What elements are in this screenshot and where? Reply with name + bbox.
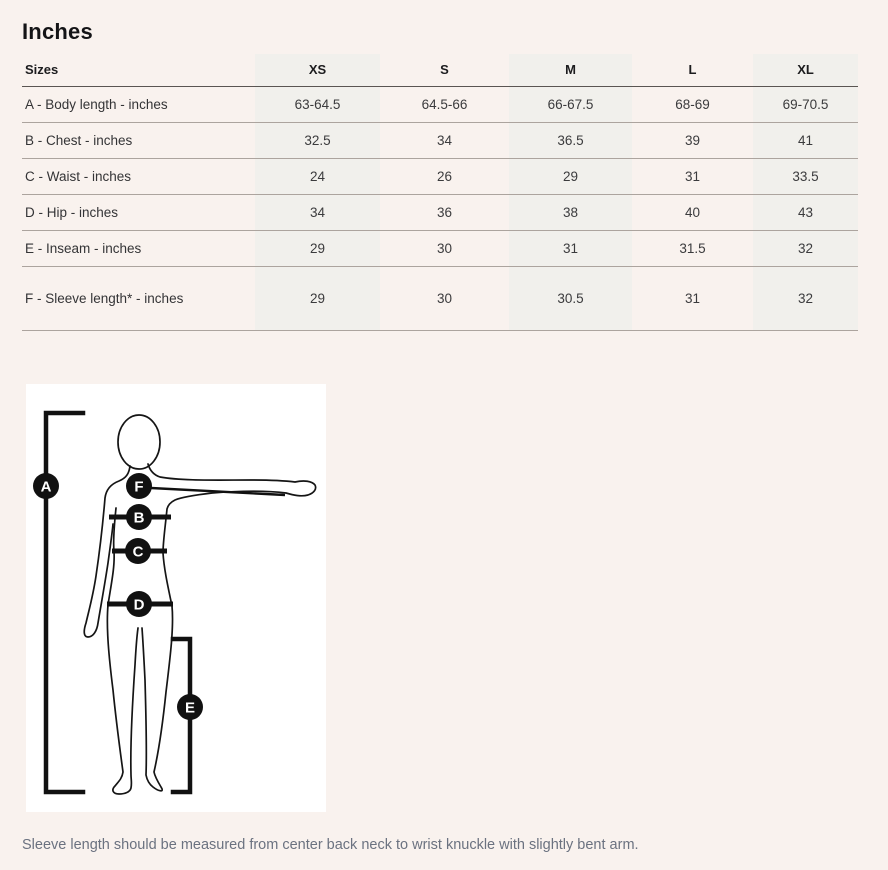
table-row-chest — [22, 122, 858, 158]
size-value: 30 — [380, 266, 509, 330]
size-value: 32 — [753, 230, 858, 266]
size-value: 29 — [509, 158, 632, 194]
row-label: F - Sleeve length* - inches — [22, 266, 255, 330]
size-value: 36 — [380, 194, 509, 230]
table-row-waist — [22, 158, 858, 194]
size-value: 24 — [255, 158, 380, 194]
figure-head — [118, 415, 160, 469]
figure-extended-arm-torso — [148, 464, 316, 606]
size-value: 69-70.5 — [753, 86, 858, 122]
size-value: 40 — [632, 194, 753, 230]
size-value: 34 — [255, 194, 380, 230]
column-header-s: S — [380, 54, 509, 86]
size-value: 41 — [753, 122, 858, 158]
size-value: 31.5 — [632, 230, 753, 266]
table-header-row — [22, 54, 858, 86]
measurement-diagram-card — [26, 384, 326, 812]
row-label: E - Inseam - inches — [22, 230, 255, 266]
row-label: D - Hip - inches — [22, 194, 255, 230]
size-value: 66-67.5 — [509, 86, 632, 122]
column-header-xl: XL — [753, 54, 858, 86]
size-value: 36.5 — [509, 122, 632, 158]
column-header-xs: XS — [255, 54, 380, 86]
size-value: 33.5 — [753, 158, 858, 194]
sizes-header: Sizes — [22, 54, 255, 86]
measurement-badge-a — [33, 473, 59, 499]
size-chart-table — [22, 54, 858, 331]
sleeve-length-footnote: Sleeve length should be measured from center back neck to wrist knuckle with slightly bent arm. — [22, 836, 639, 853]
row-label: B - Chest - inches — [22, 122, 255, 158]
size-value: 31 — [509, 230, 632, 266]
body-length-bracket — [46, 413, 83, 792]
size-value: 29 — [255, 230, 380, 266]
page-title: Inches — [22, 19, 93, 44]
svg-text:B: B — [133, 509, 145, 526]
size-value: 63-64.5 — [255, 86, 380, 122]
size-value: 30 — [380, 230, 509, 266]
size-value: 32 — [753, 266, 858, 330]
size-value: 43 — [753, 194, 858, 230]
svg-text:E: E — [184, 699, 196, 716]
size-value: 31 — [632, 158, 753, 194]
table-row-inseam — [22, 230, 858, 266]
size-value: 30.5 — [509, 266, 632, 330]
svg-text:A: A — [40, 478, 52, 495]
row-label: A - Body length - inches — [22, 86, 255, 122]
column-header-l: L — [632, 54, 753, 86]
size-value: 38 — [509, 194, 632, 230]
size-value: 39 — [632, 122, 753, 158]
column-header-m: M — [509, 54, 632, 86]
size-value: 29 — [255, 266, 380, 330]
size-value: 64.5-66 — [380, 86, 509, 122]
svg-text:F: F — [134, 478, 144, 495]
svg-text:D: D — [133, 596, 145, 613]
table-row-sleeve-length — [22, 266, 858, 330]
svg-text:C: C — [132, 543, 144, 560]
size-value: 26 — [380, 158, 509, 194]
measurement-badge-e — [177, 694, 203, 720]
size-value: 32.5 — [255, 122, 380, 158]
measurement-badge-f — [126, 473, 152, 499]
table-row-hip — [22, 194, 858, 230]
measurement-badge-c — [125, 538, 151, 564]
figure-right-leg — [142, 606, 173, 791]
measurement-badge-b — [126, 504, 152, 530]
measurement-badge-d — [126, 591, 152, 617]
size-value: 34 — [380, 122, 509, 158]
table-row-body-length — [22, 86, 858, 122]
row-label: C - Waist - inches — [22, 158, 255, 194]
size-value: 31 — [632, 266, 753, 330]
size-value: 68-69 — [632, 86, 753, 122]
body-measurement-diagram — [26, 384, 326, 812]
